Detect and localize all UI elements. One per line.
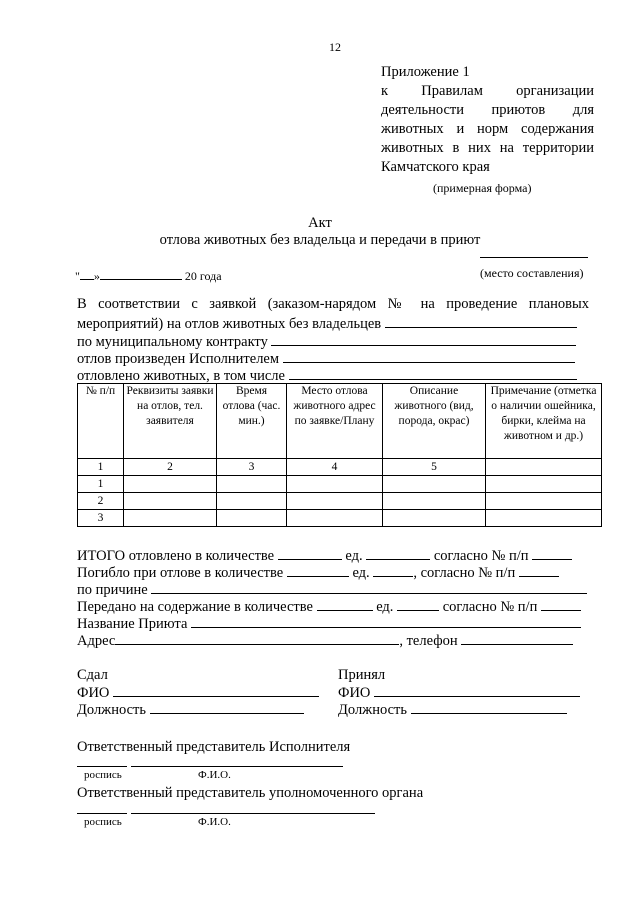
- summary-text: , телефон: [399, 633, 458, 649]
- table-header-row: [78, 384, 602, 459]
- column-header: Место отлова животного адрес по заявке/Плану: [287, 384, 383, 459]
- authority-rep-label: Ответственный представитель уполномоченного органа: [77, 785, 424, 801]
- date-open-quote: ": [75, 269, 80, 283]
- table-cell: 5: [383, 459, 486, 476]
- table-cell[interactable]: [124, 476, 217, 493]
- received-position-line: [338, 700, 567, 719]
- appendix-line: Приложение 1: [381, 64, 470, 80]
- summary-text: Адрес: [77, 633, 116, 649]
- received-fio-field[interactable]: [374, 683, 580, 697]
- table-cell[interactable]: [383, 476, 486, 493]
- transferred-count-field[interactable]: [317, 597, 373, 611]
- position-label: Должность: [77, 702, 146, 718]
- column-header: Время отлова (час. мин.): [217, 384, 287, 459]
- table-cell: [486, 459, 602, 476]
- intro-line-1: В соответствии с заявкой (заказом-нарядом № на проведение плановых: [77, 296, 589, 312]
- position-label: Должность: [338, 702, 407, 718]
- column-header: Примечание (отметка о наличии ошейника, бирки, клейма на животном и др.): [486, 384, 602, 459]
- table-cell: 3: [217, 459, 287, 476]
- table-cell[interactable]: [287, 493, 383, 510]
- summary-text: ед.: [345, 548, 363, 564]
- table-cell[interactable]: [486, 493, 602, 510]
- fio-caption: Ф.И.О.: [198, 816, 231, 828]
- intro-text: по муниципальному контракту: [77, 334, 268, 350]
- summary-text: по причине: [77, 582, 148, 598]
- summary-text: ИТОГО отловлено в количестве: [77, 548, 275, 564]
- shelter-name-field[interactable]: [191, 614, 581, 628]
- summary-text: , согласно № п/п: [413, 565, 516, 581]
- summary-text: Передано на содержание в количестве: [77, 599, 313, 615]
- executor-fio-field[interactable]: [131, 766, 343, 767]
- numbering-row: [78, 459, 602, 476]
- summary-text: Название Приюта: [77, 616, 188, 632]
- table-cell[interactable]: [383, 510, 486, 527]
- caught-unit-field[interactable]: [366, 546, 430, 560]
- received-position-field[interactable]: [411, 700, 567, 714]
- signature-caption: роспись: [84, 816, 122, 828]
- received-label: Принял: [338, 667, 386, 683]
- table-cell[interactable]: [383, 493, 486, 510]
- appendix-line: к Правилам организации: [381, 83, 594, 99]
- table-cell[interactable]: [217, 510, 287, 527]
- table-cell: 3: [78, 510, 124, 527]
- appendix-line: деятельности приютов для: [381, 102, 594, 118]
- table-cell: 1: [78, 459, 124, 476]
- table-cell: 4: [287, 459, 383, 476]
- page-number: 12: [329, 40, 341, 54]
- table-cell[interactable]: [217, 493, 287, 510]
- transferred-numbers-field[interactable]: [541, 597, 581, 611]
- died-unit-field[interactable]: [373, 563, 413, 577]
- summary-text: Погибло при отлове в количестве: [77, 565, 284, 581]
- transferred-unit-field[interactable]: [397, 597, 439, 611]
- intro-text: мероприятий) на отлов животных без владельцев: [77, 316, 382, 332]
- summary-text: ед.: [352, 565, 370, 581]
- table-cell[interactable]: [287, 476, 383, 493]
- died-count-field[interactable]: [287, 563, 349, 577]
- authority-signature-field[interactable]: [77, 813, 127, 814]
- table-cell: 2: [78, 493, 124, 510]
- fio-caption: Ф.И.О.: [198, 769, 231, 781]
- form-note: (примерная форма): [433, 181, 532, 195]
- table-cell[interactable]: [124, 510, 217, 527]
- table-row: [78, 493, 602, 510]
- address-field[interactable]: [115, 631, 399, 645]
- fio-label: ФИО: [338, 685, 371, 701]
- phone-field[interactable]: [461, 631, 573, 645]
- fio-label: ФИО: [77, 685, 110, 701]
- table-cell[interactable]: [217, 476, 287, 493]
- signature-caption: роспись: [84, 769, 122, 781]
- reason-field[interactable]: [151, 580, 587, 594]
- catch-table: [77, 383, 602, 527]
- table-cell[interactable]: [486, 476, 602, 493]
- month-field[interactable]: [100, 266, 182, 280]
- died-numbers-field[interactable]: [519, 563, 559, 577]
- place-label: (место составления): [480, 266, 584, 280]
- gave-fio-field[interactable]: [113, 683, 319, 697]
- table-cell[interactable]: [486, 510, 602, 527]
- executor-field[interactable]: [283, 349, 575, 363]
- gave-position-field[interactable]: [150, 700, 304, 714]
- year-label: 20 года: [184, 269, 222, 283]
- executor-rep-label: Ответственный представитель Исполнителя: [77, 739, 351, 755]
- executor-signature-field[interactable]: [77, 766, 127, 767]
- column-header: Описание животного (вид, порода, окрас): [383, 384, 486, 459]
- intro-text: отловлено животных, в том числе: [77, 368, 285, 384]
- owner-field[interactable]: [385, 314, 577, 328]
- date-close-quote: »: [93, 269, 100, 283]
- gave-position-line: [77, 700, 304, 719]
- contract-field[interactable]: [271, 332, 576, 346]
- address-line: [77, 631, 573, 650]
- table-cell: 2: [124, 459, 217, 476]
- summary-text: ед.: [376, 599, 394, 615]
- intro-text: отлов произведен Исполнителем: [77, 351, 280, 367]
- day-field[interactable]: [80, 266, 94, 280]
- summary-text: согласно № п/п: [442, 599, 538, 615]
- appendix-line: животных в них на территории: [381, 140, 594, 156]
- place-field[interactable]: [480, 257, 588, 258]
- column-header: № п/п: [78, 384, 124, 459]
- appendix-line: Камчатского края: [381, 159, 490, 175]
- caught-count-field[interactable]: [278, 546, 342, 560]
- table-cell: 1: [78, 476, 124, 493]
- table-row: [78, 510, 602, 527]
- table-cell[interactable]: [124, 493, 217, 510]
- table-cell[interactable]: [287, 510, 383, 527]
- appendix-header: [381, 63, 594, 177]
- act-title: Акт: [308, 215, 332, 231]
- caught-numbers-field[interactable]: [532, 546, 572, 560]
- date-row: [75, 266, 222, 284]
- caught-field[interactable]: [289, 366, 577, 380]
- column-header: Реквизиты заявки на отлов, тел. заявителя: [124, 384, 217, 459]
- gave-label: Сдал: [77, 667, 108, 683]
- table-row: [78, 476, 602, 493]
- act-subtitle: отлова животных без владельца и передачи в приют: [159, 232, 481, 248]
- intro-line-2: [77, 314, 577, 333]
- authority-fio-field[interactable]: [131, 813, 375, 814]
- summary-text: согласно № п/п: [433, 548, 529, 564]
- appendix-line: животных и норм содержания: [381, 121, 594, 137]
